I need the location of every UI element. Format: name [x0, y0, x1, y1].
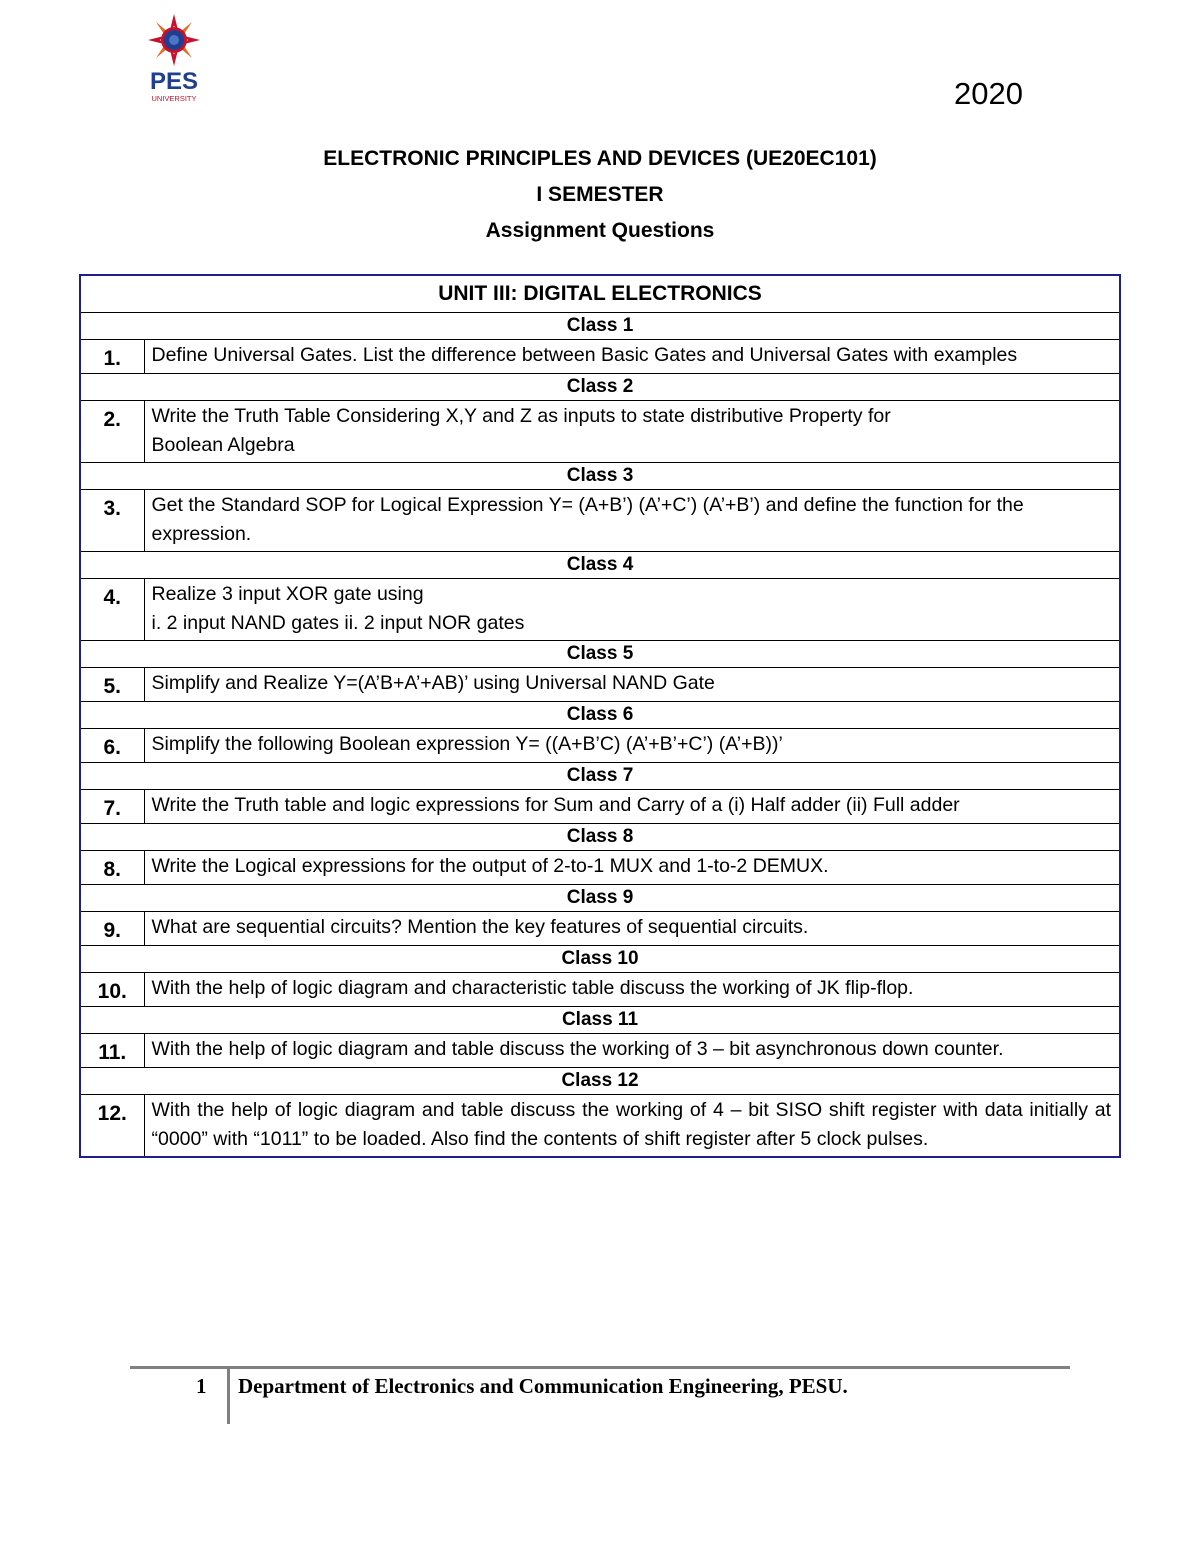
department-name: Department of Electronics and Communication Engineering, PESU. [238, 1374, 848, 1398]
pes-university-logo [138, 14, 210, 106]
year-label: 2020 [954, 76, 1023, 111]
question-number: 9. [80, 912, 144, 946]
question-row [80, 579, 1120, 641]
question-text-line: Write the Truth Table Considering X,Y and Z as inputs to state distributive Property for [151, 405, 891, 427]
question-number: 8. [80, 851, 144, 885]
question-text [144, 401, 1120, 463]
question-text-line: i. 2 input NAND gates ii. 2 input NOR gates [151, 612, 525, 634]
question-text [144, 579, 1120, 641]
question-text-line: Simplify and Realize Y=(A’B+A’+AB)’ using Universal NAND Gate [151, 672, 715, 694]
question-number: 5. [80, 668, 144, 702]
class-header-row [80, 702, 1120, 729]
course-title: ELECTRONIC PRINCIPLES AND DEVICES (UE20EC101) [323, 147, 877, 170]
question-row [80, 490, 1120, 552]
class-label: Class 2 [80, 374, 1120, 401]
semester-label: I SEMESTER [536, 183, 664, 206]
question-number: 3. [80, 490, 144, 552]
question-number: 11. [80, 1034, 144, 1068]
question-number: 4. [80, 579, 144, 641]
question-row [80, 1095, 1120, 1158]
assignment-questions-table [79, 274, 1121, 1158]
class-label: Class 7 [80, 763, 1120, 790]
question-row [80, 851, 1120, 885]
class-header-row [80, 641, 1120, 668]
class-header-row [80, 885, 1120, 912]
class-label: Class 9 [80, 885, 1120, 912]
class-label: Class 6 [80, 702, 1120, 729]
question-text-line: Boolean Algebra [151, 434, 295, 456]
class-header-row [80, 1068, 1120, 1095]
class-label: Class 3 [80, 463, 1120, 490]
question-text-line: Define Universal Gates. List the difference between Basic Gates and Universal Gates with examples [151, 344, 1018, 366]
question-text-line: With the help of logic diagram and table discuss the working of 4 – bit SISO shift register with data initially at “0000” with “1011” to be loaded. Also find the contents of shift register after 5 clock pulses. [151, 1099, 1111, 1150]
unit-title: UNIT III: DIGITAL ELECTRONICS [80, 275, 1120, 313]
question-text [144, 668, 1120, 702]
class-header-row [80, 824, 1120, 851]
svg-text:UNIVERSITY: UNIVERSITY [151, 94, 197, 103]
class-label: Class 11 [80, 1007, 1120, 1034]
question-row [80, 340, 1120, 374]
question-text-line: Simplify the following Boolean expression Y= ((A+B’C) (A’+B’+C’) (A’+B))’ [151, 733, 783, 755]
document-title-block [0, 144, 1200, 252]
unit-title-row [80, 275, 1120, 313]
question-text-line: Write the Truth table and logic expressions for Sum and Carry of a (i) Half adder (ii) Full adder [151, 794, 960, 816]
class-label: Class 5 [80, 641, 1120, 668]
question-text-line: What are sequential circuits? Mention the key features of sequential circuits. [151, 916, 809, 938]
question-text [144, 1034, 1120, 1068]
question-text [144, 490, 1120, 552]
class-label: Class 4 [80, 552, 1120, 579]
svg-text:PES: PES [149, 68, 199, 95]
page-number: 1 [196, 1374, 207, 1398]
question-text [144, 790, 1120, 824]
question-row [80, 668, 1120, 702]
class-header-row [80, 552, 1120, 579]
question-text [144, 340, 1120, 374]
question-number: 1. [80, 340, 144, 374]
question-text-line: With the help of logic diagram and characteristic table discuss the working of JK flip-flop. [151, 977, 914, 999]
question-number: 10. [80, 973, 144, 1007]
footer-rule [130, 1366, 1070, 1369]
footer-divider [227, 1369, 230, 1424]
class-header-row [80, 946, 1120, 973]
class-label: Class 10 [80, 946, 1120, 973]
compass-emblem-icon [138, 14, 210, 106]
question-number: 12. [80, 1095, 144, 1158]
class-header-row [80, 463, 1120, 490]
class-label: Class 12 [80, 1068, 1120, 1095]
question-row [80, 912, 1120, 946]
question-row [80, 729, 1120, 763]
question-text [144, 973, 1120, 1007]
question-row [80, 401, 1120, 463]
question-text [144, 851, 1120, 885]
question-row [80, 973, 1120, 1007]
class-header-row [80, 374, 1120, 401]
question-row [80, 790, 1120, 824]
question-text-line: expression. [151, 523, 252, 545]
question-text-line: Get the Standard SOP for Logical Expression Y= (A+B’) (A’+C’) (A’+B’) and define the function for the [151, 494, 1024, 516]
question-text [144, 912, 1120, 946]
class-label: Class 1 [80, 313, 1120, 340]
class-header-row [80, 763, 1120, 790]
class-header-row [80, 313, 1120, 340]
question-text [144, 729, 1120, 763]
question-number: 6. [80, 729, 144, 763]
question-number: 2. [80, 401, 144, 463]
class-header-row [80, 1007, 1120, 1034]
class-label: Class 8 [80, 824, 1120, 851]
question-text-line: With the help of logic diagram and table discuss the working of 3 – bit asynchronous down counter. [151, 1038, 1004, 1060]
question-text-line: Realize 3 input XOR gate using [151, 583, 424, 605]
question-text-line: Write the Logical expressions for the output of 2-to-1 MUX and 1-to-2 DEMUX. [151, 855, 829, 877]
question-text [144, 1095, 1120, 1158]
assignment-subtitle: Assignment Questions [485, 219, 715, 242]
question-number: 7. [80, 790, 144, 824]
question-row [80, 1034, 1120, 1068]
